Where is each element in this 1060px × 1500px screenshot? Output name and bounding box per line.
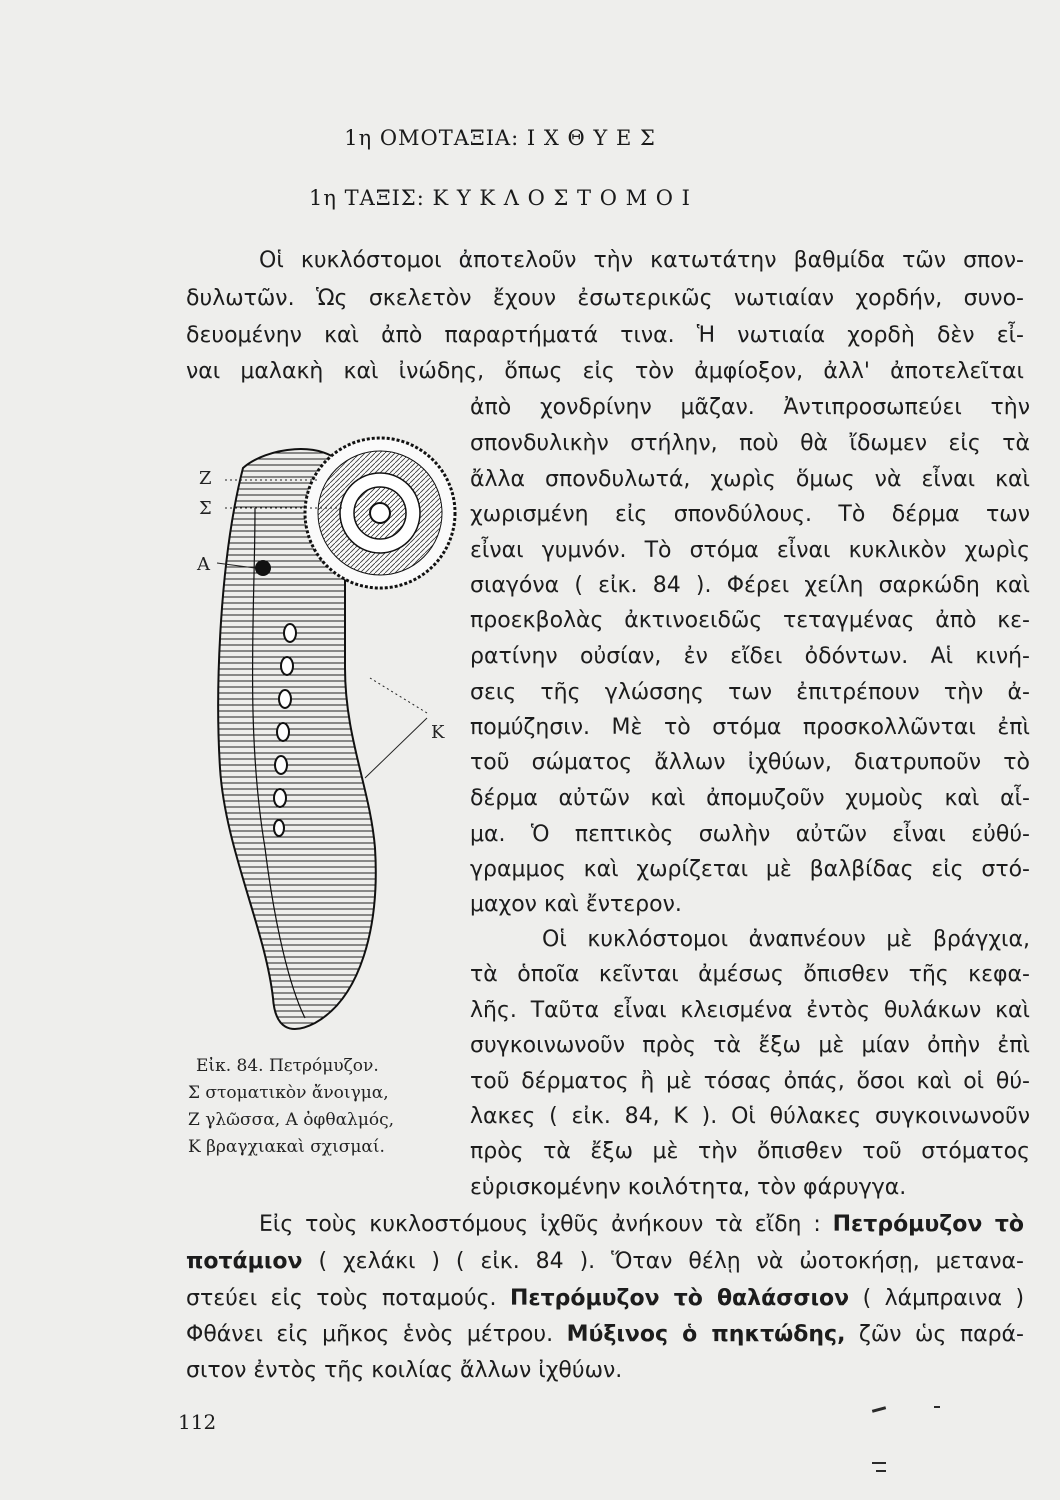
label-z: Ζ (199, 468, 212, 489)
text-line: ναι μαλακὴ καὶ ἰνώδης, ὅπως εἰς τὸν ἀμφίοξον, ἀλλ' ἀποτελεῖται (186, 359, 1024, 384)
text-line: ρατίνην οὐσίαν, ἐν εἴδει ὀδόντων. Αἱ κινή- (470, 644, 1030, 669)
page-number: 112 (178, 1410, 217, 1434)
text-line: ἀπὸ χονδρίνην μᾶζαν. Ἀντιπροσωπεύει τὴν (470, 395, 1030, 420)
text-line: τοῦ σώματος ἄλλων ἰχθύων, διατρυποῦν τὸ (470, 750, 1030, 775)
text-line: συγκοινωνοῦν πρὸς τὰ ἔξω μὲ μίαν ὀπὴν ἐπὶ (470, 1033, 1030, 1058)
text-line: δευομένην καὶ ἀπὸ παραρτήματά τινα. Ἡ νωτιαία χορδὴ δὲν εἶ- (186, 323, 1024, 348)
text-run: ( λάμπραινα ) (862, 1286, 1025, 1311)
text-line: γραμμος καὶ χωρίζεται μὲ βαλβίδας εἰς στό- (470, 857, 1030, 882)
text-line: δυλωτῶν. Ὡς σκελετὸν ἔχουν ἐσωτερικῶς νωτιαίαν χορδήν, συνο- (186, 286, 1024, 311)
text-line: Οἱ κυκλόστομοι ἀποτελοῦν τὴν κατωτάτην βαθμίδα τῶν σπον- (259, 248, 1024, 273)
text-line (259, 1210, 1024, 1240)
species-name: Μύξινος ὁ πηκτώδης, (566, 1322, 846, 1347)
scan-speck (934, 1406, 940, 1408)
text-run: Εἰς τοὺς κυκλοστόμους ἰχθῦς ἀνήκουν τὰ εἴδη : (259, 1212, 821, 1237)
text-line: εὑρισκομένην κοιλότητα, τὸν φάρυγγα. (470, 1175, 907, 1200)
label-s: Σ (199, 498, 212, 519)
text-line: σιτον ἐντὸς τῆς κοιλίας ἄλλων ἰχθύων. (186, 1358, 623, 1383)
caption-line: Κ βραγχιακαὶ σχισμαί. (188, 1137, 385, 1157)
text-run: ( χελάκι ) ( εἰκ. 84 ). Ὅταν θέλῃ νὰ ὠοτοκήσῃ, μετανα- (318, 1249, 1024, 1274)
text-line: λῆς. Ταῦτα εἶναι κλεισμένα ἐντὸς θυλάκων καὶ (470, 998, 1030, 1023)
species-name: Πετρόμυζον τὸ θαλάσσιον (509, 1286, 850, 1311)
text-run: ζῶν ὡς παρά- (858, 1322, 1024, 1347)
text-line: πρὸς τὰ ἔξω μὲ τὴν ὄπισθεν τοῦ στόματος (470, 1139, 1030, 1164)
text-line: χωρισμένη εἰς σπονδύλους. Τὸ δέρμα των (470, 502, 1030, 527)
label-k: Κ (431, 722, 445, 743)
order-heading: 1η ΤΑΞΙΣ: Κ Υ Κ Λ Ο Σ Τ Ο Μ Ο Ι (309, 186, 691, 210)
text-line: σπονδυλικὴν στήλην, ποὺ θὰ ἴδωμεν εἰς τὰ (470, 431, 1030, 456)
text-line: ἄλλα σπονδυλωτά, χωρὶς ὅμως νὰ εἶναι καὶ (470, 467, 1030, 492)
lamprey-illustration (195, 408, 465, 1068)
text-line: σιαγόνα ( εἰκ. 84 ). Φέρει χείλη σαρκώδη καὶ (470, 573, 1030, 598)
text-line: προεκβολὰς ἀκτινοειδῶς τεταγμένας ἀπὸ κε- (470, 608, 1030, 633)
text-line: πομύζησιν. Μὲ τὸ στόμα προσκολλῶνται ἐπὶ (470, 715, 1030, 740)
species-name: Πετρόμυζον τὸ (832, 1212, 1024, 1237)
text-line: λακες ( εἰκ. 84, Κ ). Οἱ θύλακες συγκοινωνοῦν (470, 1104, 1030, 1129)
caption-line: Σ στοματικὸν ἄνοιγμα, (188, 1083, 389, 1103)
text-line: εἶναι γυμνόν. Τὸ στόμα εἶναι κυκλικὸν χωρὶς (470, 538, 1030, 563)
figure-caption (186, 1053, 446, 1161)
text-line: σεις τῆς γλώσσης των ἐπιτρέπουν τὴν ἀ- (470, 680, 1030, 705)
text-line: δέρμα αὐτῶν καὶ ἀπομυζοῦν χυμοὺς καὶ αἷ- (470, 786, 1030, 811)
text-line (186, 1284, 1024, 1314)
scan-speck (876, 1470, 886, 1472)
scan-speck (872, 1462, 886, 1464)
scan-speck (872, 1406, 886, 1413)
text-line: τὰ ὁποῖα κεῖνται ἀμέσως ὄπισθεν τῆς κεφα- (470, 962, 1030, 987)
caption-line: Ζ γλῶσσα, Α ὀφθαλμός, (188, 1110, 395, 1130)
species-name: ποτάμιον (186, 1249, 303, 1274)
caption-line: Εἰκ. 84. Πετρόμυζον. (196, 1056, 379, 1076)
text-line: Οἱ κυκλόστομοι ἀναπνέουν μὲ βράγχια, (542, 927, 1030, 952)
text-line (186, 1320, 1024, 1350)
text-run: στεύει εἰς τοὺς ποταμούς. (186, 1286, 497, 1311)
text-line: μαχον καὶ ἔντερον. (470, 892, 682, 917)
text-line: μα. Ὁ πεπτικὸς σωλὴν αὐτῶν εἶναι εὐθύ- (470, 822, 1030, 847)
oral-disc (305, 438, 455, 588)
class-heading: 1η ΟΜΟΤΑΞΙΑ: Ι Χ Θ Υ Ε Σ (344, 126, 656, 150)
text-line (186, 1247, 1024, 1277)
label-a: Α (197, 554, 210, 575)
text-line: τοῦ δέρματος ἢ μὲ τόσας ὀπάς, ὅσοι καὶ οἱ θύ- (470, 1069, 1030, 1094)
text-run: Φθάνει εἰς μῆκος ἑνὸς μέτρου. (186, 1322, 554, 1347)
eye (255, 560, 271, 576)
